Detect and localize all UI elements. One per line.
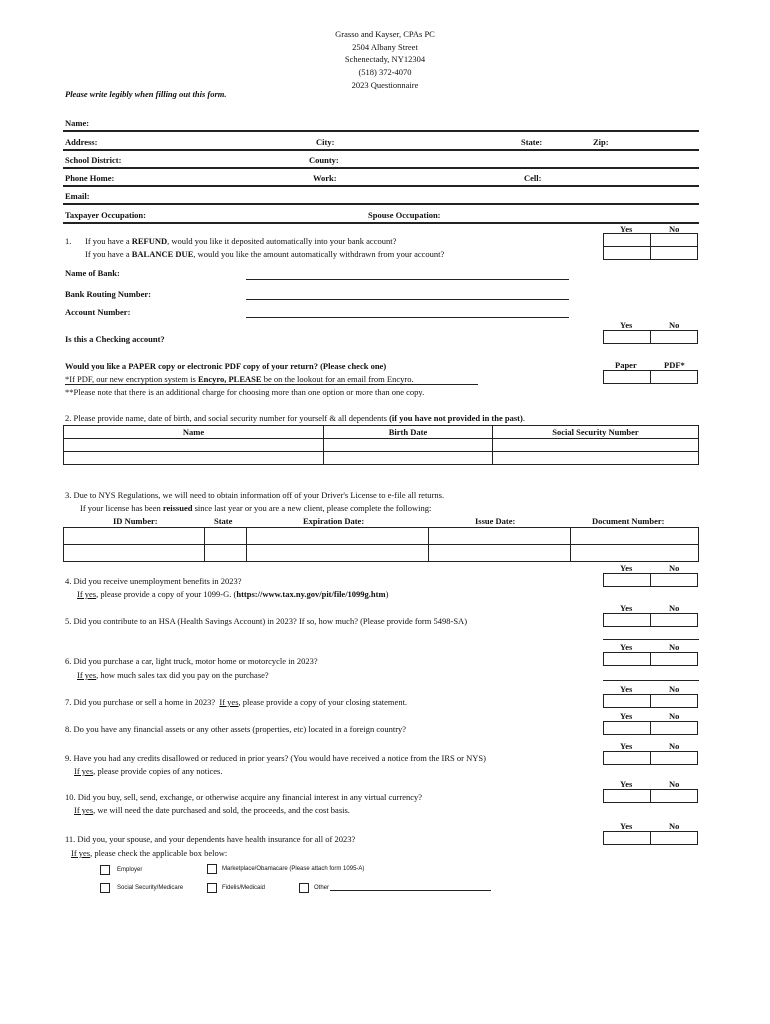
routing-number-line[interactable] <box>246 299 569 300</box>
q8-yes-no-grid[interactable] <box>603 721 698 735</box>
pdf-box[interactable] <box>651 371 698 384</box>
q5-line1: 5. Did you contribute to an HSA (Health Savings Account) in 2023? If so, how much? (Please provide form 5498-SA) <box>65 616 468 626</box>
account-number-label: Account Number: <box>65 307 131 317</box>
q9-yes-no-grid[interactable] <box>603 751 698 765</box>
firm-street: 2504 Albany Street <box>352 42 418 52</box>
q8-no-header: No <box>669 711 680 721</box>
q7-yes-header: Yes <box>620 684 633 694</box>
q9-line1: 9. Have you had any credits disallowed or reduced in prior years? (You would have received a notice from the IRS or NYS) <box>65 753 486 763</box>
q3-line2-pre: If your license has been <box>80 503 163 513</box>
q6-if-yes: If yes <box>77 670 97 680</box>
q7-post: , please provide a copy of your closing statement. <box>238 697 408 707</box>
q4-no-header: No <box>669 563 680 573</box>
q8-yes-header: Yes <box>620 711 633 721</box>
copy-question: Would you like a PAPER copy or electronic PDF copy of your return? (Please check one) <box>65 361 387 371</box>
city-label: City: <box>316 137 335 147</box>
fidelis-label: Fidelis/Medicaid <box>222 885 266 891</box>
instruction-text: Please write legibly when filling out this form. <box>65 89 227 99</box>
checking-yes-box[interactable] <box>604 331 651 344</box>
q9-if-yes: If yes <box>74 766 94 776</box>
q10-line2 <box>74 805 350 815</box>
ss-medicare-checkbox[interactable] <box>100 883 110 893</box>
q4-line2-close: ) <box>385 589 389 599</box>
marketplace-label: Marketplace/Obamacare (Please attach form 1095-A) <box>222 866 365 872</box>
q1-refund-post: , would you like it deposited automatically into your bank account? <box>167 236 397 246</box>
license-col-id: ID Number: <box>113 516 158 526</box>
q3-line1: 3. Due to NYS Regulations, we will need to obtain information off of your Driver's License to e-file all returns. <box>65 490 445 500</box>
firm-phone: (518) 372-4070 <box>358 67 412 77</box>
state-label: State: <box>521 137 543 147</box>
q10-if-yes: If yes <box>74 805 94 815</box>
checking-no-header: No <box>669 320 680 330</box>
q10-line2-post: , we will need the date purchased and sold, the proceeds, and the cost basis. <box>93 805 350 815</box>
q4-url-link[interactable]: https://www.tax.ny.gov/pit/file/1099g.htm <box>236 589 386 599</box>
pdf-note-post: be on the lookout for an email from Encyro. <box>261 374 414 384</box>
county-label: County: <box>309 155 339 165</box>
table-row[interactable] <box>64 439 699 452</box>
q7-no-box[interactable] <box>651 695 698 708</box>
q6-yes-no-grid[interactable] <box>603 652 698 666</box>
q4-yes-no-grid[interactable] <box>603 573 698 587</box>
q5-answer-line[interactable] <box>603 639 699 640</box>
q9-yes-box[interactable] <box>604 752 651 765</box>
license-col-issue: Issue Date: <box>475 516 516 526</box>
q1-no-header: No <box>669 224 680 234</box>
firm-city: Schenectady, NY12304 <box>344 54 426 64</box>
paper-header: Paper <box>615 360 637 370</box>
charge-note: **Please note that there is an additional charge for choosing more than one option or more than one copy. <box>65 387 425 397</box>
q5-yes-header: Yes <box>620 603 633 613</box>
q1-balance-pre: If you have a <box>85 249 132 259</box>
name-rule <box>63 130 699 132</box>
q1-number: 1. <box>65 236 72 246</box>
email-rule <box>63 203 699 205</box>
q6-no-box[interactable] <box>651 653 698 666</box>
q6-line2-post: , how much sales tax did you pay on the purchase? <box>96 670 269 680</box>
address-label: Address: <box>65 137 98 147</box>
cell-label: Cell: <box>524 173 542 183</box>
table-row[interactable] <box>64 528 699 545</box>
q10-no-header: No <box>669 779 680 789</box>
q11-yes-box[interactable] <box>604 832 651 845</box>
q5-yes-no-grid[interactable] <box>603 613 698 627</box>
checking-no-box[interactable] <box>651 331 698 344</box>
q9-no-header: No <box>669 741 680 751</box>
dependents-col-birth: Birth Date <box>324 426 493 439</box>
checking-yes-header: Yes <box>620 320 633 330</box>
dependents-table <box>63 425 699 465</box>
q4-no-box[interactable] <box>651 574 698 587</box>
q1-yes-header: Yes <box>620 224 633 234</box>
checking-yes-no-grid[interactable] <box>603 330 698 344</box>
q7-yes-box[interactable] <box>604 695 651 708</box>
work-label: Work: <box>313 173 337 183</box>
name-label: Name: <box>65 118 90 128</box>
q11-yes-no-grid[interactable] <box>603 831 698 845</box>
address-rule <box>63 149 699 151</box>
school-rule <box>63 167 699 169</box>
employer-checkbox[interactable] <box>100 865 110 875</box>
school-district-label: School District: <box>65 155 122 165</box>
account-number-line[interactable] <box>246 317 569 318</box>
q1-balance-yes-box[interactable] <box>604 247 651 260</box>
q7-no-header: No <box>669 684 680 694</box>
q2-post: . <box>522 413 525 423</box>
q6-yes-box[interactable] <box>604 653 651 666</box>
other-label: Other <box>314 885 330 891</box>
form-title: 2023 Questionnaire <box>351 80 419 90</box>
q9-line2-post: , please provide copies of any notices. <box>93 766 223 776</box>
zip-label: Zip: <box>593 137 609 147</box>
pdf-note-pre: *If PDF, our new encryption system is <box>65 374 198 384</box>
taxpayer-occupation-label: Taxpayer Occupation: <box>65 210 146 220</box>
q11-line2 <box>71 848 227 858</box>
q4-yes-box[interactable] <box>604 574 651 587</box>
spouse-occupation-label: Spouse Occupation: <box>368 210 441 220</box>
ss-medicare-label: Social Security/Medicare <box>117 885 184 891</box>
q6-no-header: No <box>669 642 680 652</box>
q7-if-yes: If yes <box>219 697 239 707</box>
q4-line2-post: , please provide a copy of your 1099-G. ( <box>96 589 237 599</box>
q8-yes-box[interactable] <box>604 722 651 735</box>
bank-name-line[interactable] <box>246 279 569 280</box>
pdf-note-keyword: Encyro, PLEASE <box>197 374 262 384</box>
q3-line2-post: since last year or you are a new client, please complete the following: <box>192 503 432 513</box>
table-row[interactable] <box>64 545 699 562</box>
pdf-header: PDF* <box>664 360 685 370</box>
q1-refund-no-box[interactable] <box>651 234 698 247</box>
employer-label: Employer <box>117 867 143 873</box>
phone-rule <box>63 185 699 187</box>
q10-line1: 10. Did you buy, sell, send, exchange, or otherwise acquire any financial interest in any virtual currency? <box>65 792 423 802</box>
pdf-note-underline <box>65 384 478 385</box>
table-row[interactable] <box>64 452 699 465</box>
q8-line1: 8. Do you have any financial assets or any other assets (properties, etc) located in a foreign country? <box>65 724 407 734</box>
other-line[interactable] <box>330 890 491 891</box>
q11-if-yes: If yes <box>71 848 91 858</box>
q11-line2-post: , please check the applicable box below: <box>90 848 228 858</box>
q10-yes-box[interactable] <box>604 790 651 803</box>
q10-no-box[interactable] <box>651 790 698 803</box>
q10-yes-no-grid[interactable] <box>603 789 698 803</box>
q6-yes-header: Yes <box>620 642 633 652</box>
q5-no-box[interactable] <box>651 614 698 627</box>
q5-yes-box[interactable] <box>604 614 651 627</box>
bank-name-label: Name of Bank: <box>65 268 120 278</box>
q1-yes-no-grid[interactable] <box>603 233 698 260</box>
q9-no-box[interactable] <box>651 752 698 765</box>
q11-yes-header: Yes <box>620 821 633 831</box>
q1-refund-question <box>85 236 396 246</box>
q7-line1 <box>65 697 407 707</box>
q4-line2 <box>77 589 388 599</box>
copy-choice-grid[interactable] <box>603 370 698 384</box>
checking-question: Is this a Checking account? <box>65 334 165 344</box>
q2-keyword: (if you have not provided in the past) <box>389 413 523 423</box>
q6-line2 <box>77 670 269 680</box>
license-col-state: State <box>214 516 233 526</box>
license-col-document: Document Number: <box>592 516 665 526</box>
q2-pre: 2. Please provide name, date of birth, and social security number for yourself & all dependents <box>65 413 390 423</box>
fidelis-checkbox[interactable] <box>207 883 217 893</box>
routing-number-label: Bank Routing Number: <box>65 289 151 299</box>
marketplace-checkbox[interactable] <box>207 864 217 874</box>
license-table <box>63 527 699 562</box>
q10-yes-header: Yes <box>620 779 633 789</box>
q8-no-box[interactable] <box>651 722 698 735</box>
q1-refund-pre: If you have a <box>85 236 132 246</box>
q5-no-header: No <box>669 603 680 613</box>
q11-line1: 11. Did you, your spouse, and your dependents have health insurance for all of 2023? <box>65 834 356 844</box>
q4-yes-header: Yes <box>620 563 633 573</box>
dependents-col-name: Name <box>64 426 324 439</box>
firm-name: Grasso and Kayser, CPAs PC <box>335 29 435 39</box>
q6-line1: 6. Did you purchase a car, light truck, motor home or motorcycle in 2023? <box>65 656 318 666</box>
q6-answer-line[interactable] <box>603 680 699 681</box>
pdf-note <box>65 374 414 384</box>
q4-line1: 4. Did you receive unemployment benefits in 2023? <box>65 576 242 586</box>
email-label: Email: <box>65 191 90 201</box>
q2-question <box>65 413 525 423</box>
q4-if-yes: If yes <box>77 589 97 599</box>
q11-no-box[interactable] <box>651 832 698 845</box>
q7-yes-no-grid[interactable] <box>603 694 698 708</box>
q1-balance-no-box[interactable] <box>651 247 698 260</box>
q1-balance-question <box>85 249 444 259</box>
q1-balance-keyword: BALANCE DUE <box>131 249 194 259</box>
license-col-expiration: Expiration Date: <box>303 516 365 526</box>
q11-no-header: No <box>669 821 680 831</box>
q3-line2-keyword: reissued <box>162 503 193 513</box>
q1-refund-keyword: REFUND <box>131 236 168 246</box>
paper-box[interactable] <box>604 371 651 384</box>
q1-refund-yes-box[interactable] <box>604 234 651 247</box>
other-checkbox[interactable] <box>299 883 309 893</box>
q9-yes-header: Yes <box>620 741 633 751</box>
q7-question: 7. Did you purchase or sell a home in 2023? <box>65 697 216 707</box>
dependents-col-ssn: Social Security Number <box>493 426 699 439</box>
q1-balance-post: , would you like the amount automatically withdrawn from your account? <box>193 249 445 259</box>
q9-line2 <box>74 766 222 776</box>
occupation-rule <box>63 222 699 224</box>
q3-line2 <box>80 503 431 513</box>
phone-home-label: Phone Home: <box>65 173 115 183</box>
